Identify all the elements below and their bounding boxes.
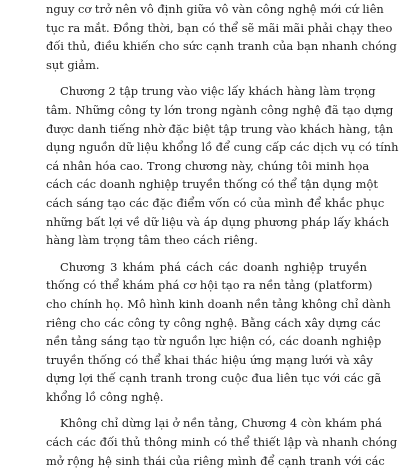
text-line: thống có thể khám phá cơ hội tạo ra nền tảng (platform) xyxy=(46,278,373,293)
text-line: được danh tiếng nhờ đặc biệt tập trung vào khách hàng, tận xyxy=(46,121,394,136)
text-line: cách các doanh nghiệp truyền thống có thể tận dụng một xyxy=(46,177,378,192)
text-line: riêng cho các công ty công nghệ. Bằng cách xây dựng các xyxy=(46,315,381,330)
text-line: dụng nguồn dữ liệu khổng lồ để cung cấp các dịch vụ có tính xyxy=(46,140,399,155)
paragraph-continuation xyxy=(46,0,397,74)
text-line: mở rộng hệ sinh thái của riêng mình để cạnh tranh với các xyxy=(46,453,385,468)
text-line: cá nhân hóa cao. Trong chương này, chúng tôi minh họa xyxy=(46,158,370,173)
text-line: nền tảng sáng tạo từ nguồn lực hiện có, các doanh nghiệp xyxy=(46,334,382,349)
text-line: đối thủ, điều khiến cho sức cạnh tranh của bạn nhanh chóng xyxy=(46,39,397,54)
text-line: Chương 3 khám phá cách các doanh nghiệp truyền xyxy=(60,259,367,274)
text-line: Không chỉ dừng lại ở nền tảng, Chương 4 còn khám phá xyxy=(60,416,382,431)
text-line: sụt giảm. xyxy=(46,57,100,72)
text-line: hàng làm trọng tâm theo cách riêng. xyxy=(46,233,258,248)
text-line: khổng lồ công nghệ. xyxy=(46,389,164,404)
text-line: truyền thống có thể khai thác hiệu ứng mạng lưới và xây xyxy=(46,352,373,367)
text-line: cách các đối thủ thông minh có thể thiết lập và nhanh chóng xyxy=(46,435,398,450)
paragraph-chapter-2 xyxy=(46,82,399,249)
text-line: cách sáng tạo các đặc điểm vốn có của mình để khắc phục xyxy=(46,195,385,210)
paragraph-chapter-3 xyxy=(46,258,391,407)
paragraph-gap xyxy=(46,74,367,82)
paragraph-chapter-4 xyxy=(46,414,398,470)
paragraph-gap xyxy=(46,250,367,258)
text-line: nguy cơ trở nên vô định giữa vô vàn công nghệ mới cứ liên xyxy=(46,2,384,16)
text-line: những bất lợi về dữ liệu và áp dụng phương pháp lấy khách xyxy=(46,214,390,229)
text-line: cho chính họ. Mô hình kinh doanh nền tảng không chỉ dành xyxy=(46,296,391,311)
text-line: tâm. Những công ty lớn trong ngành công nghệ đã tạo dựng xyxy=(46,102,394,117)
text-line: dựng lợi thế cạnh tranh trong cuộc đua liên tục với các gã xyxy=(46,371,382,386)
text-line: Chương 2 tập trung vào việc lấy khách hàng làm trọng xyxy=(60,84,376,99)
text-line: tục ra mắt. Đồng thời, bạn có thể sẽ mãi mãi phải chạy theo xyxy=(46,20,393,35)
paragraph-gap xyxy=(46,406,367,414)
